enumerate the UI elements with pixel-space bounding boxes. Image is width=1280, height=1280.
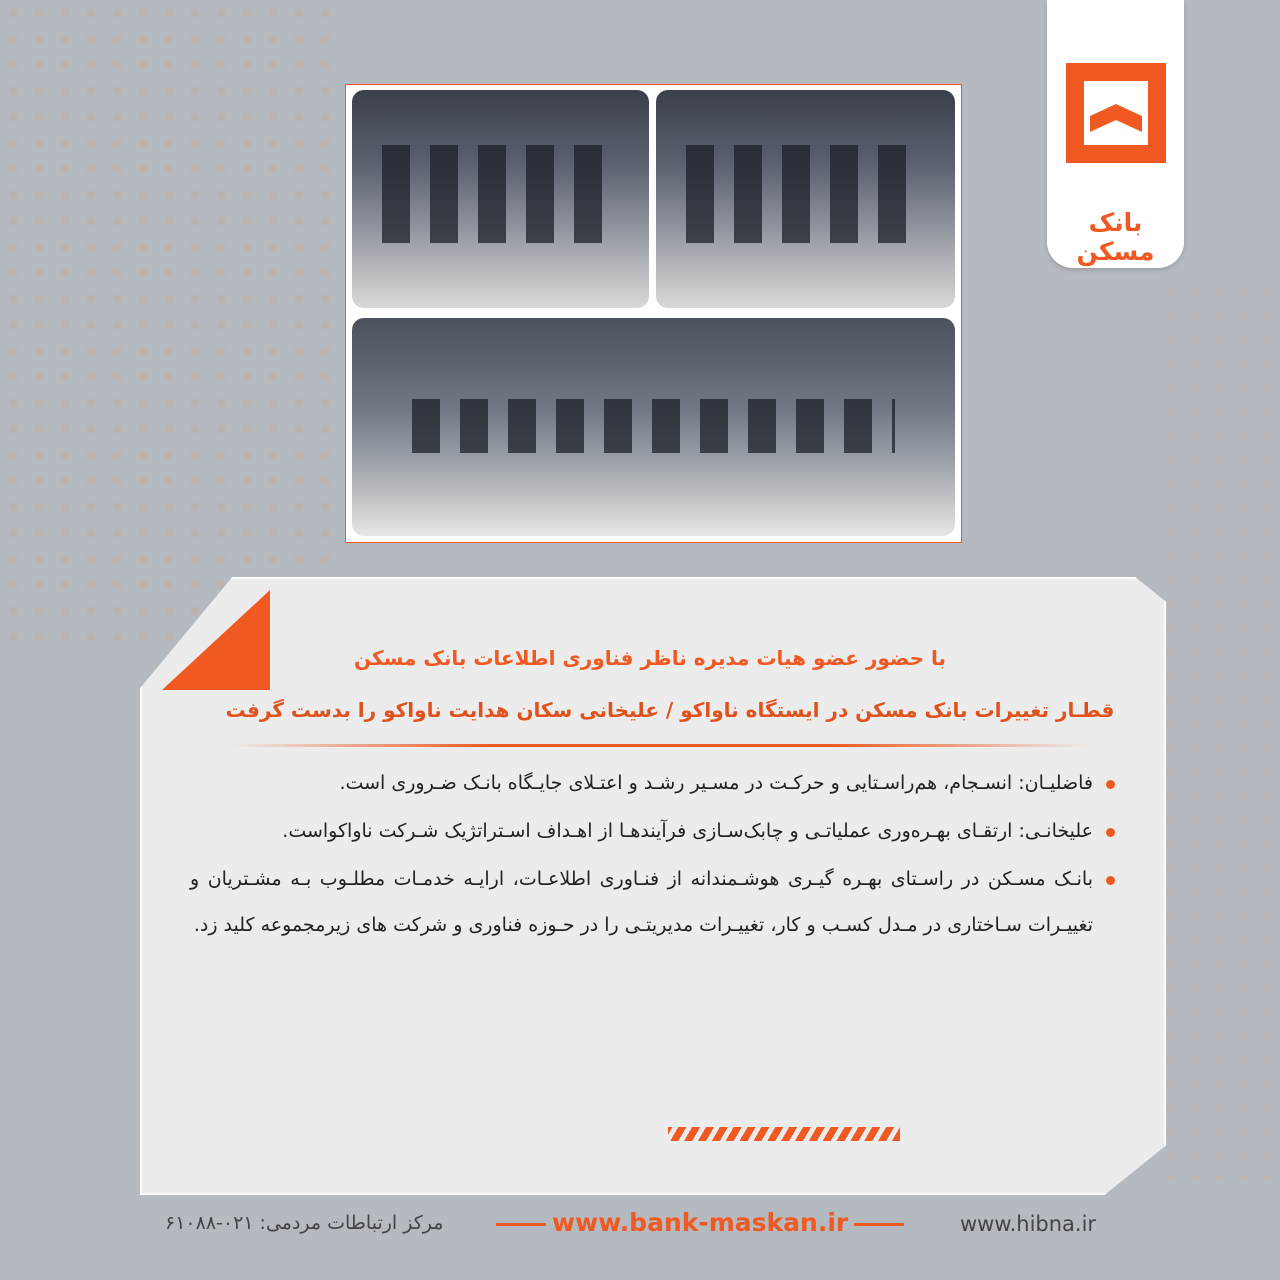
bullet-icon (1106, 780, 1115, 789)
photo-ceremony-group (352, 90, 649, 308)
hibna-website-link[interactable]: www.hibna.ir (960, 1212, 1097, 1236)
bank-website-text[interactable]: www.bank-maskan.ir (552, 1208, 849, 1237)
bullet-list (190, 760, 1115, 950)
decorative-stripes (668, 1127, 900, 1141)
logo-house-icon (1066, 63, 1166, 163)
bullet-icon (1106, 876, 1115, 885)
headline-subtitle: با حضور عضو هیات مدیره ناظر فناوری اطلاعات بانک مسکن (354, 646, 946, 670)
list-item (190, 808, 1115, 854)
logo-text: بانک مسکن (1076, 208, 1155, 266)
decorative-dot-pattern (0, 0, 330, 640)
list-item (190, 760, 1115, 806)
photo-meeting-table (352, 318, 955, 536)
bullet-text: بانـک مسـکن در راسـتای بهـره گیـری هوشـمندانه از فنـاوری اطلاعـات، ارایـه خدمـات مطلـوب بـه مشـتریان و تغییـرات سـاختاری در مـدل کسـب و کار، تغییـرات مدیریتـی را در حـوزه فناوری و شرکت های زیرمجموعه کلید زد. (190, 868, 1093, 936)
photo-handshake (656, 90, 955, 308)
bank-maskan-logo (1047, 0, 1184, 268)
public-relations-phone: مرکز ارتباطات مردمی: ۰۲۱-۶۱۰۸۸ (165, 1212, 444, 1234)
bank-website-link[interactable] (490, 1208, 910, 1237)
headline-title: قطـار تغییرات بانک مسکن در ایستگاه ناواکو / علیخانی سکان هدایت ناواکو را بدست گرفت (225, 698, 1115, 722)
photo-collage (345, 84, 962, 543)
headline-divider (230, 744, 1090, 747)
bullet-text: فاضلیـان: انسـجام، هم‌راسـتایی و حرکـت در مسـیر رشـد و اعتـلای جایـگاه بانـک ضـروری است. (339, 772, 1093, 794)
bullet-text: علیخانـی: ارتقـای بهـره‌وری عملیاتـی و چابک‌سـازی فرآیندهـا از اهـداف اسـتراتژیک شـرکت ناواکواست. (282, 820, 1093, 842)
list-item (190, 856, 1115, 948)
bullet-icon (1106, 828, 1115, 837)
decorative-dot-pattern-right (1160, 280, 1280, 1180)
